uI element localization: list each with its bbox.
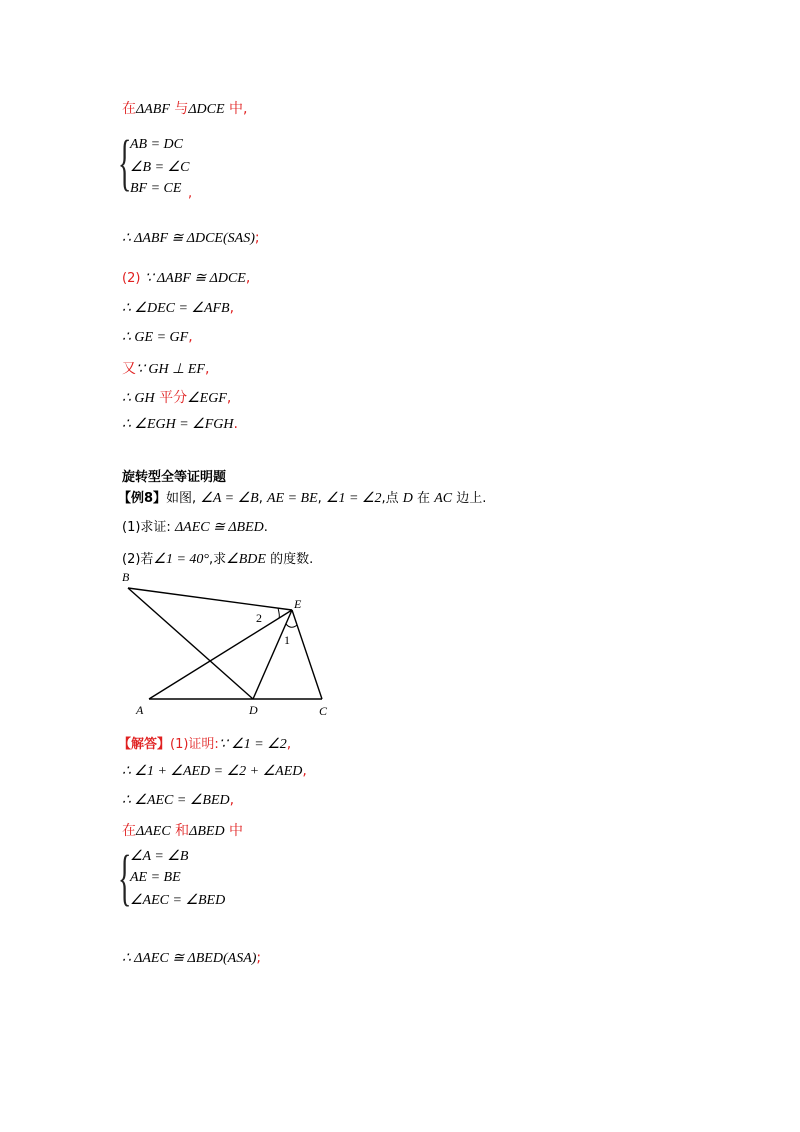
answer-system-line-2: AE = BE xyxy=(130,870,181,885)
part2-step-4: 又∵ GH ⊥ EF, xyxy=(122,361,210,377)
answer-system-line-3: ∠AEC = ∠BED xyxy=(130,893,226,908)
label-E: E xyxy=(294,597,302,611)
system-line-1: AB = DC xyxy=(130,137,183,152)
segment-BD xyxy=(128,588,253,699)
label-A: A xyxy=(136,703,144,717)
segment-AE xyxy=(149,610,292,699)
part2-step-5: ∴ GH 平分∠EGF, xyxy=(122,390,232,406)
angle-arc-2 xyxy=(278,608,279,618)
label-angle-1: 1 xyxy=(284,633,290,647)
answer-left-brace: { xyxy=(118,844,132,912)
part1-intro: 在ΔABF 与ΔDCE 中, xyxy=(122,101,248,117)
geometry-figure xyxy=(110,568,350,720)
question-2: (2)若∠1 = 40°,求∠BDE 的度数. xyxy=(122,552,314,567)
label-B: B xyxy=(122,570,130,584)
answer-line-3: ∴ ∠AEC = ∠BED, xyxy=(122,792,235,808)
part1-conclusion: ∴ ΔABF ≅ ΔDCE(SAS); xyxy=(122,230,260,246)
system-line-2: ∠B = ∠C xyxy=(130,160,190,175)
segment-EC xyxy=(292,610,322,699)
answer-intro: 在ΔAEC 和ΔBED 中 xyxy=(122,823,244,839)
part2-step-1: (2) ∵ ΔABF ≅ ΔDCE, xyxy=(122,270,251,286)
answer-line-2: ∴ ∠1 + ∠AED = ∠2 + ∠AED, xyxy=(122,763,307,779)
section-title: 旋转型全等证明题 xyxy=(122,470,227,485)
part2-step-3: ∴ GE = GF, xyxy=(122,329,193,345)
segment-BE xyxy=(128,588,292,610)
system-end: , xyxy=(188,186,193,201)
angle-arc-1 xyxy=(286,624,297,627)
answer-system-line-1: ∠A = ∠B xyxy=(130,849,189,864)
left-brace: { xyxy=(118,129,132,197)
answer-first-line: 【解答】(1)证明:∵ ∠1 = ∠2, xyxy=(118,736,292,752)
label-D: D xyxy=(249,703,258,717)
part2-step-6: ∴ ∠EGH = ∠FGH. xyxy=(122,416,238,432)
label-angle-2: 2 xyxy=(256,611,262,625)
question-1: (1)求证: ΔAEC ≅ ΔBED. xyxy=(122,520,268,535)
part2-step-2: ∴ ∠DEC = ∠AFB, xyxy=(122,300,235,316)
system-line-3: BF = CE xyxy=(130,181,182,196)
example-statement: 【例8】如图, ∠A = ∠B, AE = BE, ∠1 = ∠2,点 D 在 AC 边上. xyxy=(118,491,487,506)
label-C: C xyxy=(319,704,328,718)
answer-conclusion: ∴ ΔAEC ≅ ΔBED(ASA); xyxy=(122,950,262,966)
